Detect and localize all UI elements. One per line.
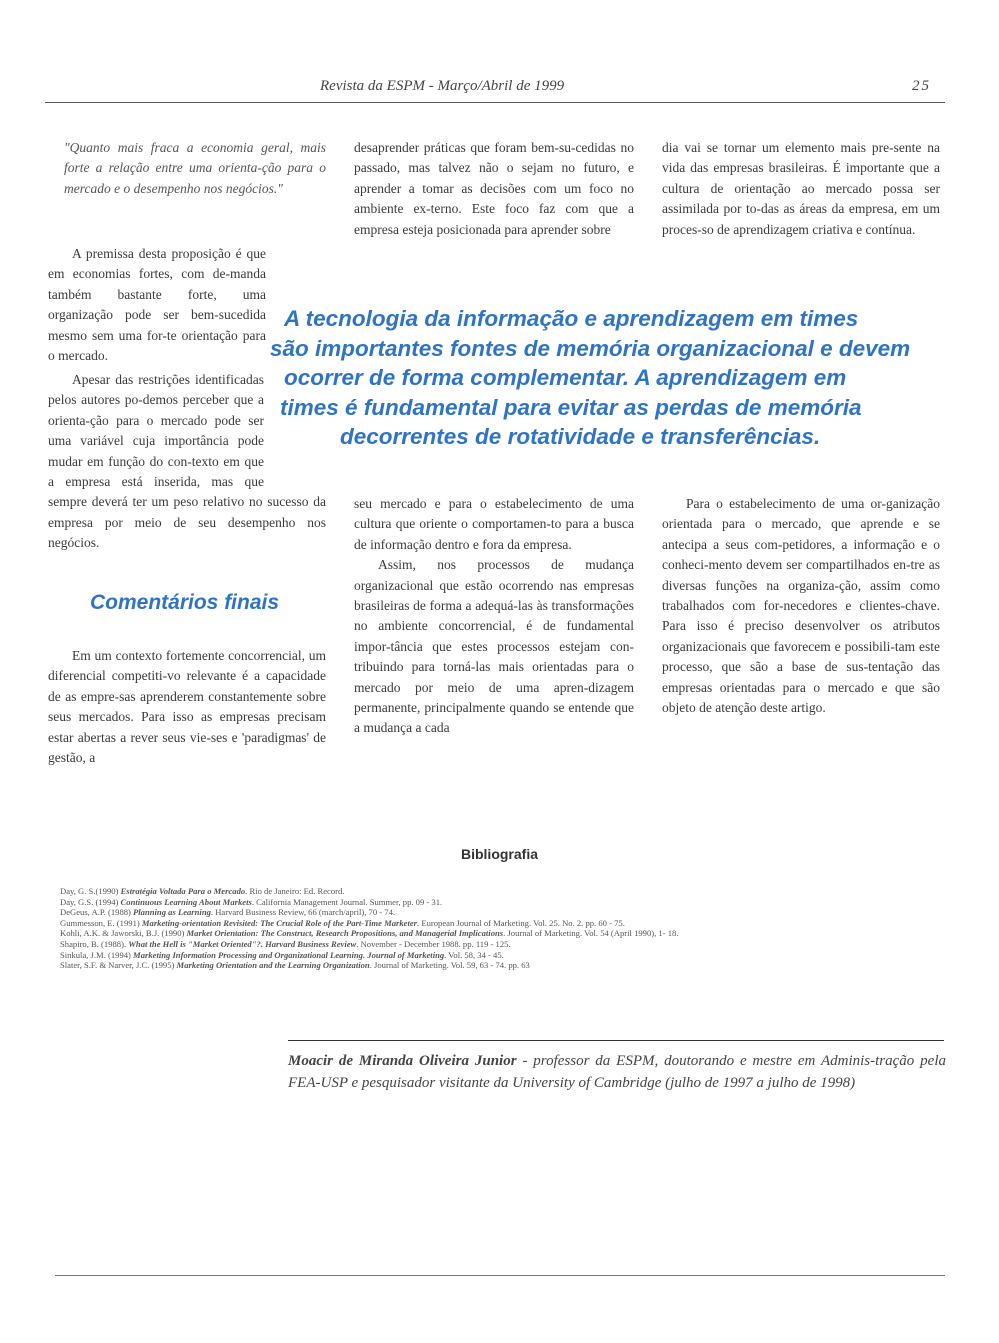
column-2-bottom bbox=[354, 494, 634, 739]
paragraph: dia vai se tornar um elemento mais pre-sente na vida das empresas brasileiras. É importante que a cultura de orientação ao mercado possa ser assimilada por to-das as áreas da empresa, em um proces-so de aprendizagem criativa e contínua. bbox=[662, 140, 940, 237]
pull-quote-line: A tecnologia da informação e aprendizagem em times bbox=[284, 306, 859, 331]
bibliography-entry: DeGeus, A.P. (1988) Planning as Learning. Harvard Business Review, 66 (march/april), 70 - 74. bbox=[60, 907, 396, 918]
author-name: Moacir de Miranda Oliveira Junior bbox=[288, 1053, 517, 1069]
bibliography-entry: Gummesson, E. (1991) Marketing-orientation Revisited: The Crucial Role of the Part-Time Marketer. European Journal of Marketing. Vol. 25. No. 2. pp. 60 - 75. bbox=[60, 917, 625, 928]
paragraph: Para o estabelecimento de uma or-ganização orientada para o mercado, que aprende e se antecipa a seus com-petidores, a informação e o conheci-mento devem ser compartilhados en-tre as diversas funções na organiza-ção, assim como trabalhados com for-necedores e clientes-chave. Para isso é preciso desenvolver os atributos organizacionais que favorecem e possibili-tam este processo, que são a base de sus-tentação das empresas orientadas para o mercado e que são objeto de atenção deste artigo. bbox=[662, 496, 940, 716]
pull-quote-line: ocorrer de forma complementar. A aprendizagem em bbox=[284, 365, 847, 390]
bibliography-entry: Kohli, A.K. & Jaworski, B.J. (1990) Market Orientation: The Construct, Research Propositions, and Managerial Implications. Journal of Marketing. Vol. 54 (April 1990), 1- 18. bbox=[60, 928, 679, 939]
column-1-body-narrow bbox=[48, 244, 266, 366]
bibliography-entry: Day, G.S. (1994) Continuous Learning About Markets. California Management Journal. Summer, pp. 09 - 31. bbox=[60, 896, 443, 907]
paragraph: Em um contexto fortemente concorrencial, um diferencial competiti-vo relevante é a capacidade de as empre-sas aprenderem constantemente sobre seus mercados. Para isso as empresas precisam estar abertas a rever seus vie-ses e 'paradigmas' de gestão, a bbox=[48, 648, 326, 766]
paragraph: seu mercado e para o estabelecimento de uma cultura que oriente o comportamen-to para a busca de informação dentro e fora da empresa. bbox=[354, 496, 634, 552]
pull-quote bbox=[270, 304, 970, 452]
paragraph: Apesar das restrições identificadas pelos autores po-demos perceber que a orienta-ção para o mercado pode ser uma variável cuja importância pode mudar em função do con-texto em que a empresa está inserida, mas que sempre deverá ter um peso relativo no sucesso da empresa por meio de seu desempenho nos negócios. bbox=[48, 372, 326, 551]
column-2-top bbox=[354, 138, 634, 240]
running-head: Revista da ESPM - Março/Abril de 1999 bbox=[320, 78, 565, 94]
pull-quote-line: decorrentes de rotatividade e transferências. bbox=[340, 424, 821, 449]
bibliography-entry: Day, G. S.(1990) Estratégia Voltada Para o Mercado. Rio de Janeiro: Ed. Record. bbox=[60, 886, 345, 896]
column-3-top bbox=[662, 138, 940, 240]
header-rule bbox=[45, 102, 945, 103]
bibliography-entry: Slater, S.F. & Narver, J.C. (1995) Marketing Orientation and the Learning Organization. Journal of Marketing. Vol. 59, 63 - 74. pp. 63 bbox=[60, 960, 530, 971]
column-1-bottom bbox=[48, 646, 326, 768]
author-description: - professor da ESPM, doutorando e mestre em Adminis-tração pela FEA-USP e pesquisador visitante da University of Cambridge (julho de 1997 a julho de 1998) bbox=[288, 1053, 946, 1091]
pull-quote-line: times é fundamental para evitar as perdas de memória bbox=[280, 394, 862, 420]
column-1-top bbox=[62, 138, 326, 199]
bibliography-heading: Bibliografia bbox=[460, 846, 538, 862]
page-number: 25 bbox=[912, 78, 931, 94]
bibliography-list bbox=[60, 886, 940, 971]
bibliography-entry: Shapiro, B. (1988). What the Hell is "Market Oriented"?. Harvard Business Review. November - December 1988. pp. 119 - 125. bbox=[60, 938, 511, 949]
column-3-bottom bbox=[662, 494, 940, 718]
paragraph: Assim, nos processos de mudança organizacional que estão ocorrendo nas empresas brasileiras de forma a adequá-las às transformações no ambiente concorrencial, é de fundamental impor-tância que estes processos estejam con-tribuindo para torná-las mais orientadas para o mercado por meio de uma apren-dizagem permanente, principalmente quando se entende que a mudança a cada bbox=[354, 557, 634, 736]
bibliography-entry: Sinkula, J.M. (1994) Marketing Information Processing and Organizational Learning. Journal of Marketing. Vol. 58, 34 - 45. bbox=[60, 949, 504, 960]
epigraph-quote: "Quanto mais fraca a economia geral, mais forte a relação entre uma orienta-ção para o mercado e o desempenho nos negócios." bbox=[64, 140, 326, 196]
author-bio bbox=[288, 1050, 946, 1094]
paragraph: A premissa desta proposição é que em economias fortes, com de-manda também bastante forte, uma organização pode ser bem-sucedida mesmo sem uma for-te orientação para o mercado. bbox=[48, 246, 266, 364]
author-rule bbox=[288, 1040, 944, 1041]
pull-quote-line: são importantes fontes de memória organizacional e devem bbox=[270, 335, 911, 361]
paragraph: desaprender práticas que foram bem-su-cedidas no passado, mas talvez não o sejam no futuro, e aprender a tomar as decisões com um foco no ambiente ex-terno. Este foco faz com que a empresa esteja posicionada para aprender sobre bbox=[354, 140, 634, 237]
footer-rule bbox=[55, 1275, 945, 1276]
section-heading: Comentários finais bbox=[90, 591, 280, 614]
